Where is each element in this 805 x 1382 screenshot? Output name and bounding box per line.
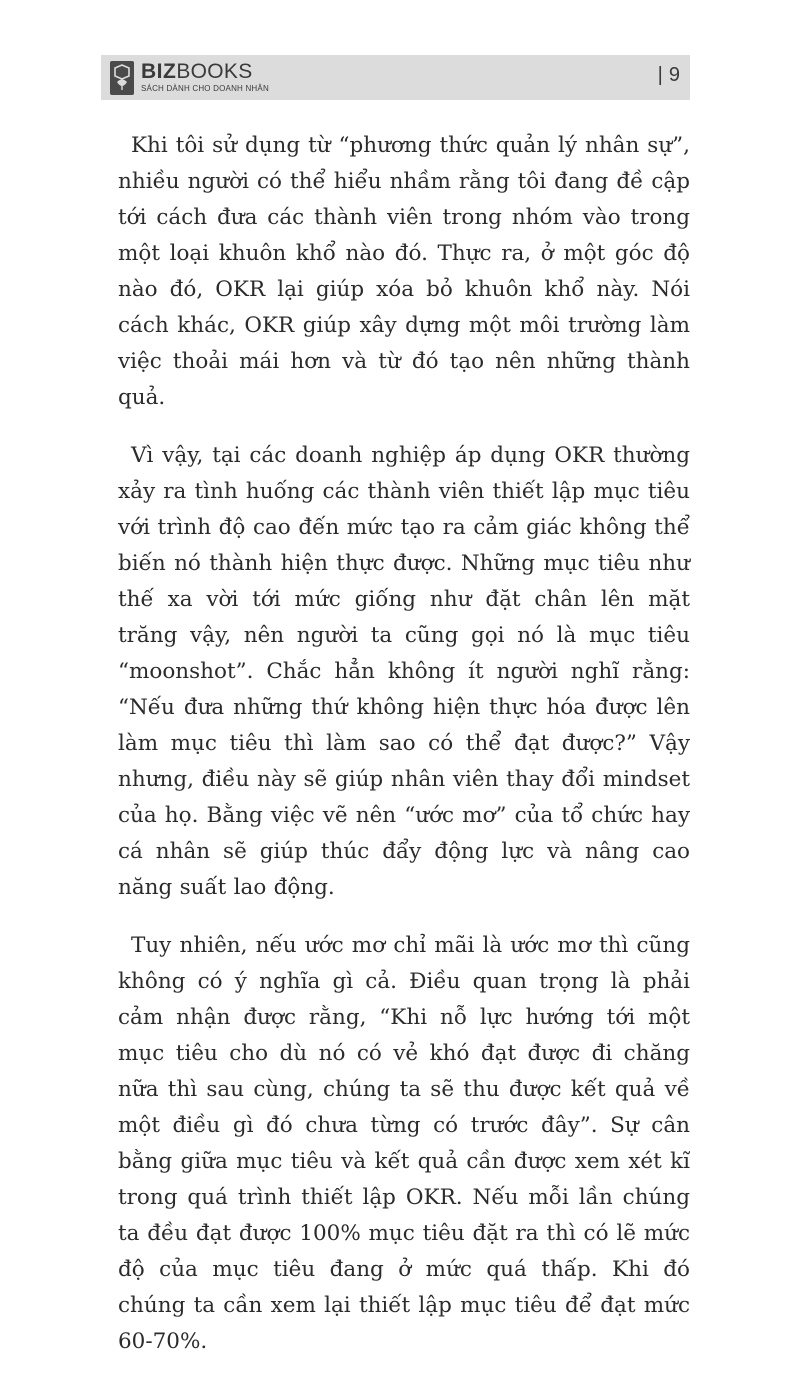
- brand-name-bold: BIZ: [141, 60, 177, 83]
- page-number-block: [658, 65, 680, 85]
- paragraph-2: Vì vậy, tại các doanh nghiệp áp dụng OKR thường xảy ra tình huống các thành viên thiết lập mục tiêu với trình độ cao đến mức tạo ra cảm giác không thể biến nó thành hiện thực được. Những mục tiêu như thế xa vời tới mức giống như đặt chân lên mặt trăng vậy, nên người ta cũng gọi nó là mục tiêu “moonshot”. Chắc hẳn không ít người nghĩ rằng: “Nếu đưa những thứ không hiện thực hóa được lên làm mục tiêu thì làm sao có thể đạt được?” Vậy nhưng, điều này sẽ giúp nhân viên thay đổi mindset của họ. Bằng việc vẽ nên “ước mơ” của tổ chức hay cá nhân sẽ giúp thúc đẩy động lực và nâng cao năng suất lao động.: [118, 443, 690, 900]
- paragraph-3: Tuy nhiên, nếu ước mơ chỉ mãi là ước mơ thì cũng không có ý nghĩa gì cả. Điều quan trọng là phải cảm nhận được rằng, “Khi nỗ lực hướng tới một mục tiêu cho dù nó có vẻ khó đạt được đi chăng nữa thì sau cùng, chúng ta sẽ thu được kết quả về một điều gì đó chưa từng có trước đây”. Sự cân bằng giữa mục tiêu và kết quả cần được xem xét kĩ trong quá trình thiết lập OKR. Nếu mỗi lần chúng ta đều đạt được 100% mục tiêu đặt ra thì có lẽ mức độ của mục tiêu đang ở mức quá thấp. Khi đó chúng ta cần xem lại thiết lập mục tiêu để đạt mức 60-70%.: [118, 933, 690, 1354]
- brand-tagline: SÁCH DÀNH CHO DOANH NHÂN: [141, 84, 269, 93]
- brand-name-light: BOOKS: [176, 60, 253, 83]
- body-text: [118, 128, 690, 1382]
- bizbooks-logo-icon: [109, 60, 135, 96]
- page-number: 9: [668, 64, 680, 86]
- page-number-separator: |: [657, 64, 663, 86]
- running-header: [101, 55, 690, 100]
- paragraph-1: Khi tôi sử dụng từ “phương thức quản lý nhân sự”, nhiều người có thể hiểu nhầm rằng tôi đang đề cập tới cách đưa các thành viên trong nhóm vào trong một loại khuôn khổ nào đó. Thực ra, ở một góc độ nào đó, OKR lại giúp xóa bỏ khuôn khổ này. Nói cách khác, OKR giúp xây dựng một môi trường làm việc thoải mái hơn và từ đó tạo nên những thành quả.: [118, 133, 690, 410]
- brand-name: [141, 61, 253, 82]
